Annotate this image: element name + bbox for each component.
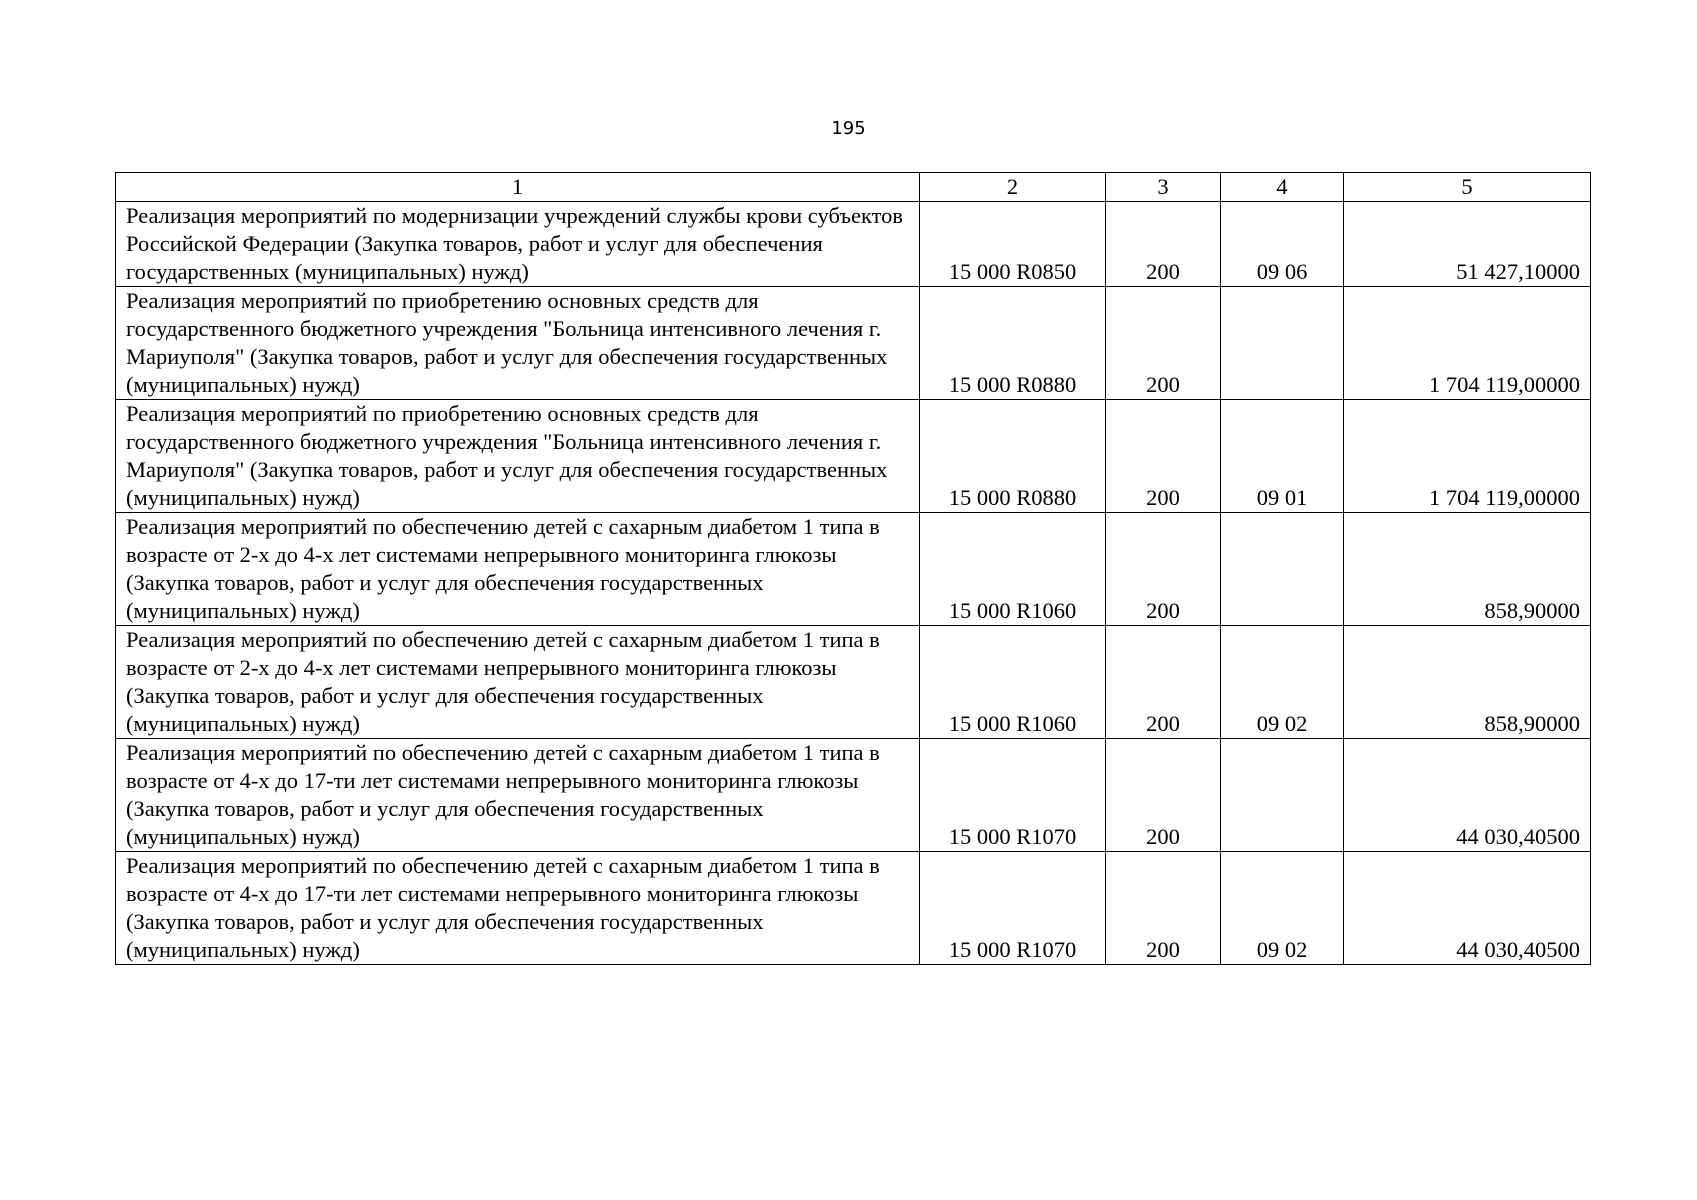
row-section: 09 01 (1221, 400, 1344, 513)
column-header: 4 (1221, 173, 1344, 202)
table-row (116, 287, 1591, 400)
table-row (116, 626, 1591, 739)
row-type: 200 (1106, 513, 1221, 626)
row-code: 15 000 R1070 (920, 739, 1106, 852)
row-amount: 44 030,40500 (1344, 739, 1591, 852)
row-code: 15 000 R1060 (920, 626, 1106, 739)
row-amount: 1 704 119,00000 (1344, 287, 1591, 400)
row-code: 15 000 R1070 (920, 852, 1106, 965)
row-amount: 44 030,40500 (1344, 852, 1591, 965)
row-amount: 51 427,10000 (1344, 202, 1591, 287)
row-description: Реализация мероприятий по обеспечению детей с сахарным диабетом 1 типа в возрасте от 4-х до 17-ти лет системами непрерывного мониторинга глюкозы (Закупка товаров, работ и услуг для обеспечения государственных (муниципальных) нужд) (116, 739, 920, 852)
row-type: 200 (1106, 287, 1221, 400)
row-description: Реализация мероприятий по обеспечению детей с сахарным диабетом 1 типа в возрасте от 2-х до 4-х лет системами непрерывного мониторинга глюкозы (Закупка товаров, работ и услуг для обеспечения государственных (муниципальных) нужд) (116, 513, 920, 626)
row-section (1221, 287, 1344, 400)
row-code: 15 000 R0850 (920, 202, 1106, 287)
table-row (116, 852, 1591, 965)
table-row (116, 202, 1591, 287)
column-header: 1 (116, 173, 920, 202)
row-section: 09 02 (1221, 852, 1344, 965)
column-header: 3 (1106, 173, 1221, 202)
row-description: Реализация мероприятий по приобретению основных средств для государственного бюджетного учреждения "Больница интенсивного лечения г. Мариуполя" (Закупка товаров, работ и услуг для обеспечения государственных (муниципальных) нужд) (116, 400, 920, 513)
column-header: 2 (920, 173, 1106, 202)
row-code: 15 000 R1060 (920, 513, 1106, 626)
row-section (1221, 739, 1344, 852)
row-type: 200 (1106, 202, 1221, 287)
row-section (1221, 513, 1344, 626)
row-description: Реализация мероприятий по обеспечению детей с сахарным диабетом 1 типа в возрасте от 4-х до 17-ти лет системами непрерывного мониторинга глюкозы (Закупка товаров, работ и услуг для обеспечения государственных (муниципальных) нужд) (116, 852, 920, 965)
column-header: 5 (1344, 173, 1591, 202)
row-description: Реализация мероприятий по модернизации учреждений службы крови субъектов Российской Федерации (Закупка товаров, работ и услуг для обеспечения государственных (муниципальных) нужд) (116, 202, 920, 287)
table-row (116, 400, 1591, 513)
table-header-row (116, 173, 1591, 202)
row-description: Реализация мероприятий по приобретению основных средств для государственного бюджетного учреждения "Больница интенсивного лечения г. Мариуполя" (Закупка товаров, работ и услуг для обеспечения государственных (муниципальных) нужд) (116, 287, 920, 400)
row-amount: 858,90000 (1344, 513, 1591, 626)
row-code: 15 000 R0880 (920, 400, 1106, 513)
budget-table (115, 172, 1591, 965)
page-number: 195 (831, 118, 866, 139)
row-code: 15 000 R0880 (920, 287, 1106, 400)
row-type: 200 (1106, 739, 1221, 852)
row-type: 200 (1106, 400, 1221, 513)
table-row (116, 513, 1591, 626)
row-type: 200 (1106, 626, 1221, 739)
row-amount: 1 704 119,00000 (1344, 400, 1591, 513)
table-row (116, 739, 1591, 852)
row-amount: 858,90000 (1344, 626, 1591, 739)
row-description: Реализация мероприятий по обеспечению детей с сахарным диабетом 1 типа в возрасте от 2-х до 4-х лет системами непрерывного мониторинга глюкозы (Закупка товаров, работ и услуг для обеспечения государственных (муниципальных) нужд) (116, 626, 920, 739)
row-type: 200 (1106, 852, 1221, 965)
row-section: 09 06 (1221, 202, 1344, 287)
row-section: 09 02 (1221, 626, 1344, 739)
